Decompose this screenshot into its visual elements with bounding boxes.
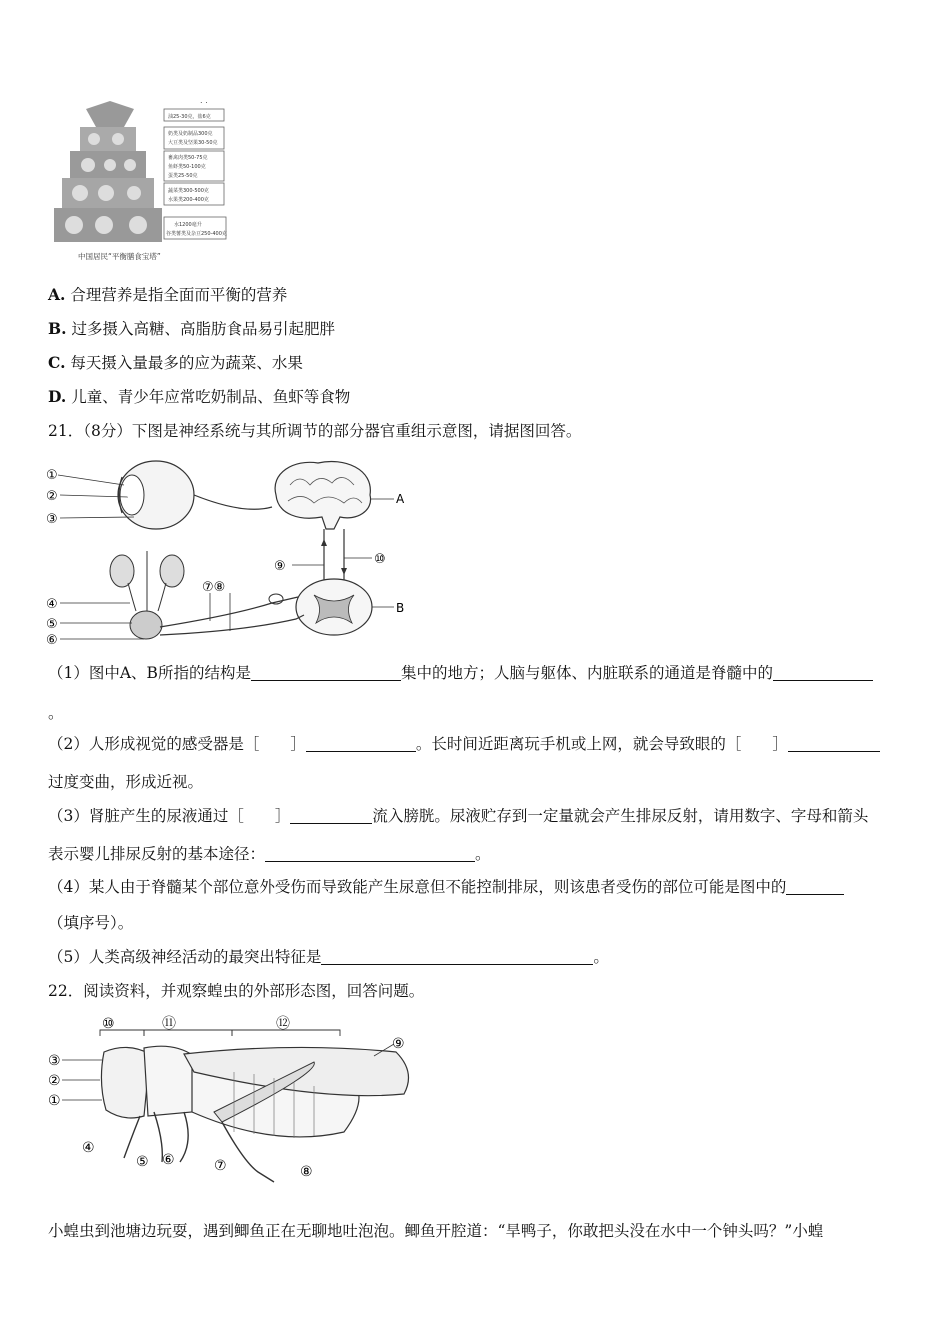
q21-part3-d: 。 [475,845,491,863]
q21-part3-c: 表示婴儿排尿反射的基本途径： [48,845,266,863]
locust-label-2: ② [48,1073,61,1089]
option-a-text: 合理营养是指全面而平衡的营养 [70,286,288,304]
nervous-system-drawing [44,455,424,650]
option-c-text: 每天摄入量最多的应为蔬菜、水果 [70,354,303,372]
locust-label-11: ⑪ [162,1016,176,1032]
option-d [48,386,350,408]
food-pyramid-figure [48,95,248,270]
q21-part1-b: 集中的地方；人脑与躯体、内脏联系的通道是脊髓中的 [400,664,773,682]
pyramid-label-7: 蔬菜类300-500克 [168,188,209,194]
option-c-letter: C. [48,353,66,372]
spinal-cord-drawing [269,579,394,635]
pyramid-drawing [48,95,248,270]
answer-blank-3[interactable] [306,736,416,752]
q21-part2-a: （2）人形成视觉的感受器是［ ］ [48,735,306,753]
q22-story: 小蝗虫到池塘边玩耍，遇到鲫鱼正在无聊地吐泡泡。鲫鱼开腔道：“旱鸭子，你敢把头没在水中一个钟头吗？”小蝗 [48,1222,824,1240]
option-a-letter: A. [48,285,66,304]
locust-label-8: ⑧ [300,1164,313,1180]
answer-blank-7[interactable] [786,879,844,895]
label-b: B [396,601,405,615]
option-d-text: 儿童、青少年应常吃奶制品、鱼虾等食物 [71,388,351,406]
q21-part1 [48,662,873,684]
q21-part4 [48,876,844,898]
label-6: ⑥ [46,633,58,648]
q21-stem: 21．（8分）下图是神经系统与其所调节的部分器官重组示意图，请据图回答。 [48,422,582,440]
q21-part5 [48,946,609,968]
q21-part4-end: （填序号）。 [48,914,134,932]
label-2: ② [46,489,58,504]
option-d-letter: D. [48,387,67,406]
label-4: ④ [46,597,58,612]
locust-label-5: ⑤ [136,1154,149,1170]
locust-drawing [44,1012,424,1192]
q21-part3-line2 [48,843,491,865]
q21-part2-end: 过度变曲，形成近视。 [48,773,204,791]
answer-blank-8[interactable] [321,949,593,965]
pyramid-label-5: 鱼虾类50-100克 [168,164,206,170]
answer-blank-1[interactable] [251,665,401,681]
arrow-up-icon [321,539,327,546]
pyramid-label-6: 蛋类25-50克 [168,173,198,179]
q21-part5-a: （5）人类高级神经活动的最突出特征是 [48,948,322,966]
locust-label-7: ⑦ [214,1158,227,1174]
locust-diagram [44,1012,424,1192]
pyramid-label-3: 大豆类及坚果30-50克 [168,140,218,146]
nervous-system-diagram [44,455,424,650]
q21-part1-end: 。 [48,704,64,722]
label-5: ⑤ [46,617,58,632]
svg-text:. .: . . [200,96,208,105]
pyramid-label-10: 谷类薯类及杂豆250-400克 [166,231,227,237]
option-b [48,318,335,340]
q21-part2-b: 。长时间近距离玩手机或上网，就会导致眼的［ ］ [415,735,788,753]
q21-part1-a: （1）图中A、B所指的结构是 [48,664,251,682]
answer-blank-5[interactable] [290,808,372,824]
label-7-8: ⑦⑧ [202,580,226,595]
pyramid-label-4: 畜禽肉类50-75克 [168,155,208,161]
brain-drawing [275,461,394,529]
pyramid-label-8: 水果类200-400克 [168,197,209,203]
pyramid-label-9: 水1200毫升 [174,222,202,228]
label-1: ① [46,468,58,483]
pyramid-label-1: 油25-30克，盐6克 [168,114,211,120]
locust-label-6: ⑥ [162,1152,175,1168]
urinary-system-drawing [110,551,184,639]
label-a: A [396,492,405,506]
label-10: ⑩ [374,552,386,567]
pyramid-caption: 中国居民“平衡膳食宝塔” [78,252,161,261]
locust-label-3: ③ [48,1053,61,1069]
q21-part5-b: 。 [593,948,609,966]
locust-label-1: ① [48,1093,61,1109]
label-9: ⑨ [274,559,286,574]
locust-label-10: ⑩ [102,1016,115,1032]
answer-blank-2[interactable] [773,665,873,681]
option-c [48,352,303,374]
answer-blank-6[interactable] [265,846,475,862]
pyramid-label-2: 奶类及奶制品300克 [168,131,213,137]
option-b-letter: B. [48,319,67,338]
option-b-text: 过多摄入高糖、高脂肪食品易引起肥胖 [71,320,335,338]
q22-stem: 22．阅读资料，并观察蝗虫的外部形态图，回答问题。 [48,982,425,1000]
label-3: ③ [46,512,58,527]
locust-label-9: ⑨ [392,1036,405,1052]
eye-drawing [58,461,272,529]
pyramid-level-1 [86,101,134,127]
option-a [48,284,287,306]
q21-part3-a: （3）肾脏产生的尿液通过［ ］ [48,807,291,825]
q21-part2 [48,733,880,755]
locust-label-4: ④ [82,1140,95,1156]
locust-label-12: ⑫ [276,1016,290,1032]
q21-part4-a: （4）某人由于脊髓某个部位意外受伤而导致能产生尿意但不能控制排尿，则该患者受伤的部位可能是图中的 [48,878,787,896]
q21-part3 [48,805,868,827]
arrow-down-icon [341,568,347,575]
q21-part3-b: 流入膀胱。尿液贮存到一定量就会产生排尿反射，请用数字、字母和箭头 [372,807,869,825]
answer-blank-4[interactable] [788,736,880,752]
